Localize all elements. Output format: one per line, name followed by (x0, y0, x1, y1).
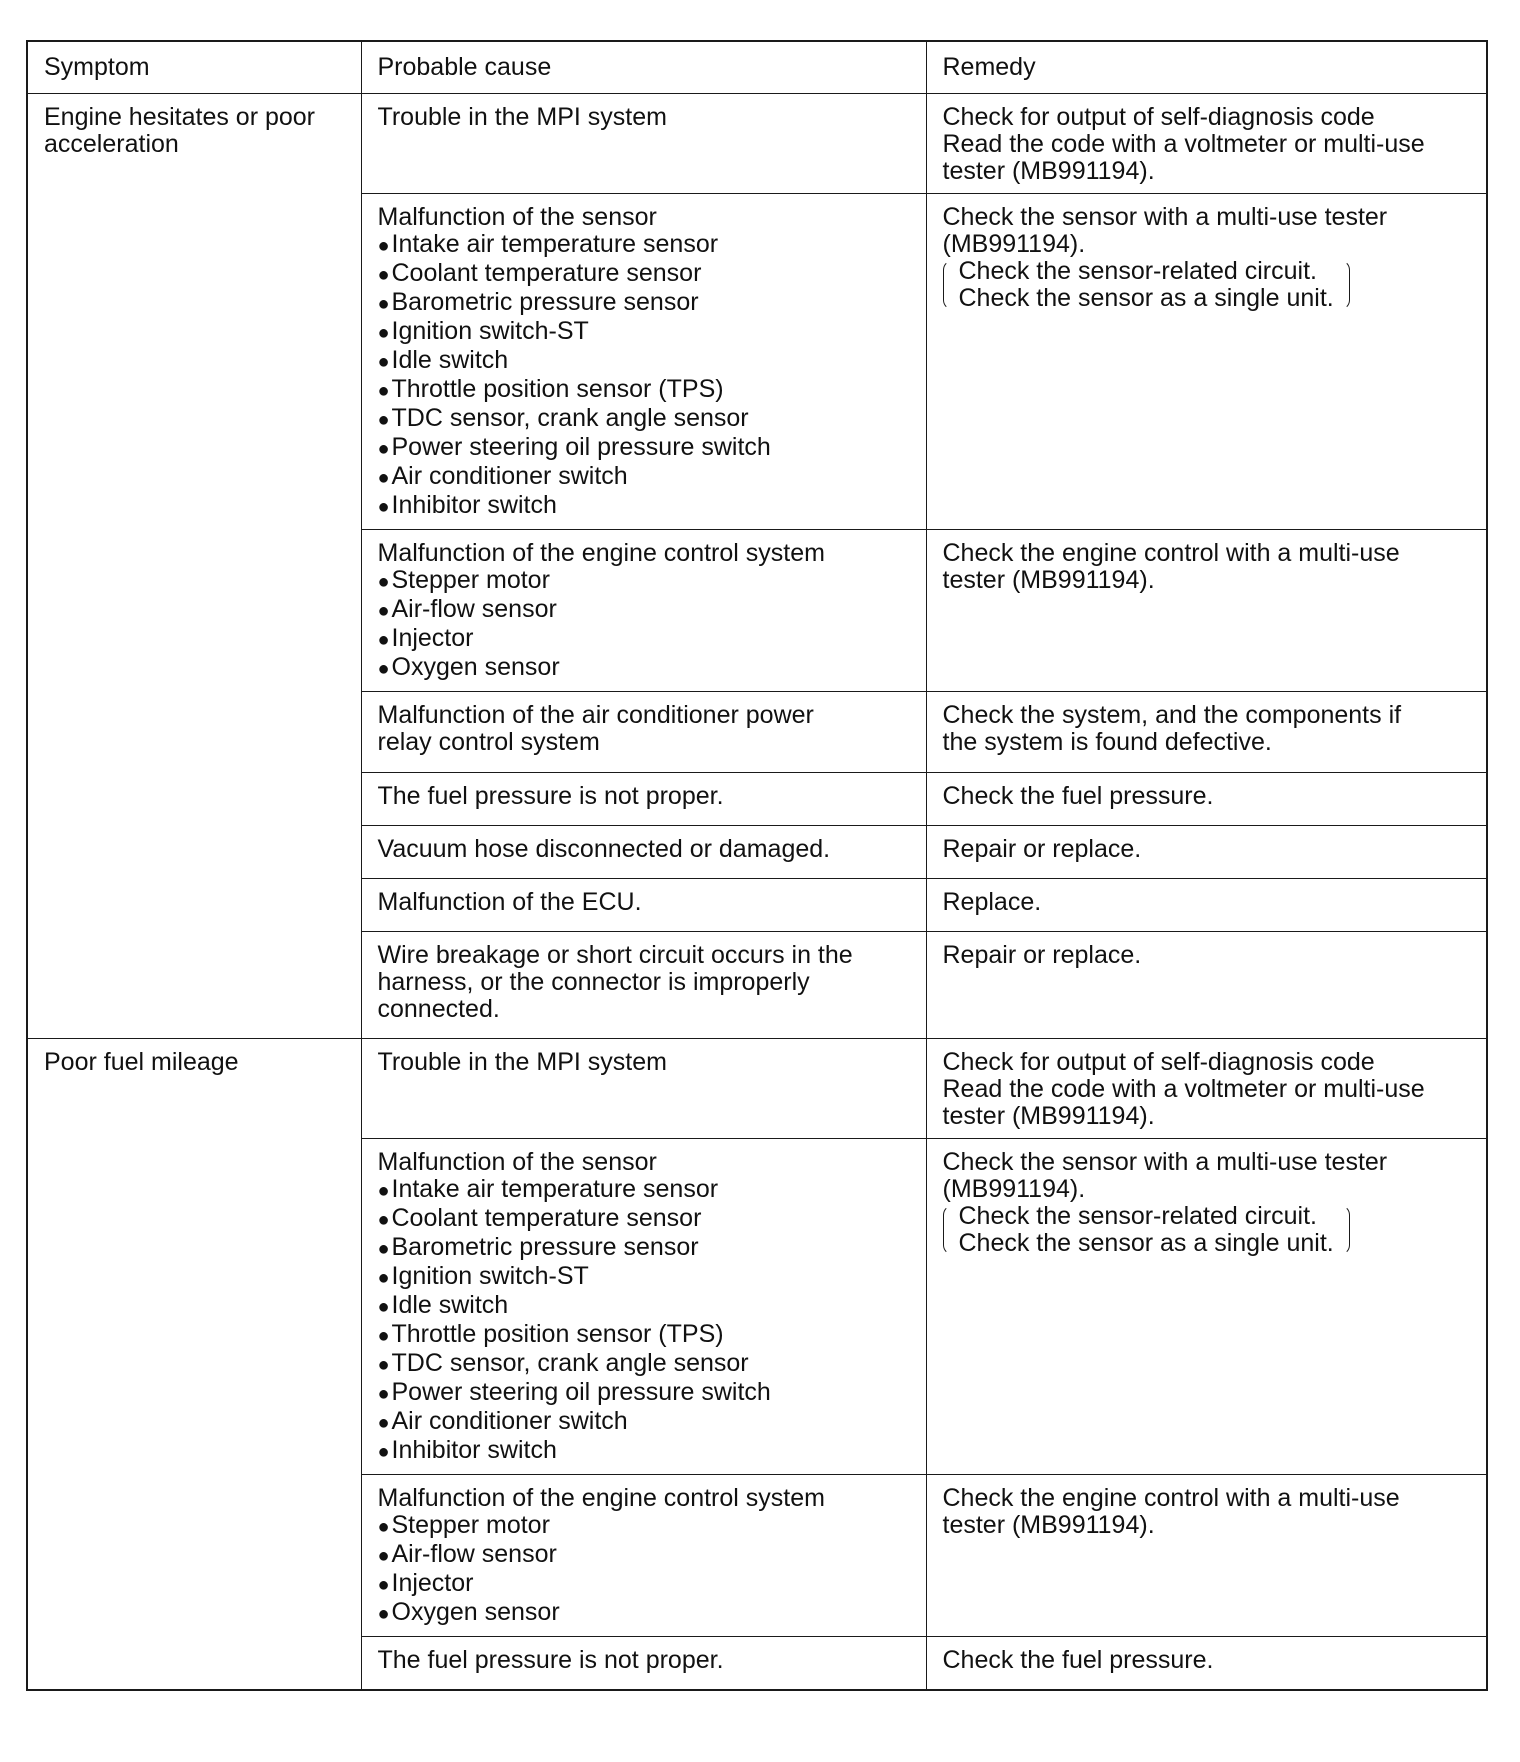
cause-bullet-item (378, 1205, 908, 1234)
remedy-text: Check the sensor with a multi-use tester (942, 203, 1388, 231)
cause-bullet-text: Idle switch (391, 1291, 509, 1319)
cause-bullet-item (378, 654, 908, 683)
bullet-icon: ● (377, 1545, 390, 1567)
remedy-text: tester (MB991194). (942, 157, 1155, 185)
remedy-paren-text: Check the sensor-related circuit. (958, 257, 1317, 285)
cause-bullet-item (378, 567, 908, 596)
cause-bullet-text: Power steering oil pressure switch (391, 1378, 771, 1406)
remedy-text: Check for output of self-diagnosis code (942, 1048, 1375, 1076)
cause-bullet-text: Stepper motor (391, 566, 550, 594)
remedy-text: Check the engine control with a multi-use (942, 1484, 1400, 1512)
cause-bullet-text: Air conditioner switch (391, 462, 628, 490)
cause-bullet-text: Inhibitor switch (391, 491, 557, 519)
remedy-text: tester (MB991194). (942, 1102, 1155, 1130)
cause-bullet-item (378, 1176, 908, 1205)
cause-text: Malfunction of the sensor (377, 1148, 657, 1176)
cause-text: Malfunction of the ECU. (377, 888, 642, 916)
bullet-icon: ● (377, 380, 390, 402)
cause-bullet-item (378, 260, 908, 289)
bullet-icon: ● (377, 1238, 390, 1260)
remedy-text: the system is found defective. (942, 728, 1272, 756)
remedy-cell (926, 826, 1487, 879)
remedy-text: (MB991194). (942, 1175, 1086, 1203)
cause-bullet-text: Coolant temperature sensor (391, 1204, 702, 1232)
symptom-cell (27, 1039, 361, 1691)
remedy-text: Read the code with a voltmeter or multi-use (942, 1075, 1425, 1103)
probable-cause-cell (361, 94, 926, 194)
remedy-cell (926, 1139, 1487, 1475)
remedy-text: Check the fuel pressure. (942, 1646, 1214, 1674)
table-row (27, 94, 1487, 194)
bullet-icon: ● (377, 1574, 390, 1596)
bullet-icon: ● (377, 409, 390, 431)
probable-cause-cell (361, 1139, 926, 1475)
cause-text: Vacuum hose disconnected or damaged. (377, 835, 831, 863)
troubleshooting-table (26, 40, 1488, 1691)
remedy-cell (926, 530, 1487, 692)
cause-bullet-item (378, 289, 908, 318)
table-body (27, 94, 1487, 1691)
cause-text: Malfunction of the sensor (377, 203, 657, 231)
probable-cause-cell (361, 194, 926, 530)
remedy-cell (926, 1475, 1487, 1637)
bullet-icon: ● (377, 629, 390, 651)
remedy-text: (MB991194). (942, 230, 1086, 258)
cause-text: Trouble in the MPI system (377, 1048, 667, 1076)
cause-bullet-item (378, 405, 908, 434)
cause-bullet-text: Idle switch (391, 346, 509, 374)
remedy-paren-text: Check the sensor-related circuit. (958, 1202, 1317, 1230)
bullet-icon: ● (377, 1603, 390, 1625)
cause-bullet-item (378, 1599, 908, 1628)
cause-bullet-item (378, 1512, 908, 1541)
cause-bullet-item (378, 1321, 908, 1350)
cause-bullet-item (378, 347, 908, 376)
header-row (27, 41, 1487, 94)
table-row (27, 1039, 1487, 1139)
cause-bullet-item (378, 231, 908, 260)
cause-bullet-item (378, 1350, 908, 1379)
cause-bullet-text: Air-flow sensor (391, 595, 557, 623)
cause-text: Wire breakage or short circuit occurs in the (377, 941, 853, 969)
cause-bullet-item (378, 1263, 908, 1292)
bullet-icon: ● (377, 1325, 390, 1347)
remedy-text: Check the system, and the components if (942, 701, 1402, 729)
remedy-text: Check the fuel pressure. (942, 782, 1214, 810)
cause-bullet-item (378, 492, 908, 521)
cause-text: connected. (377, 995, 500, 1023)
bullet-icon: ● (377, 658, 390, 680)
cause-bullet-text: Air-flow sensor (391, 1540, 557, 1568)
remedy-text: tester (MB991194). (942, 566, 1155, 594)
probable-cause-cell (361, 1039, 926, 1139)
cause-text: Malfunction of the engine control system (377, 1484, 825, 1512)
remedy-cell (926, 1039, 1487, 1139)
cause-bullet-text: Oxygen sensor (391, 653, 560, 681)
remedy-cell (926, 692, 1487, 773)
cause-text: Trouble in the MPI system (377, 103, 667, 131)
probable-cause-cell (361, 692, 926, 773)
probable-cause-cell (361, 1637, 926, 1691)
cause-bullet-text: Injector (391, 624, 474, 652)
bullet-icon: ● (377, 600, 390, 622)
cause-bullet-item (378, 1570, 908, 1599)
cause-bullet-text: Throttle position sensor (TPS) (391, 1320, 724, 1348)
probable-cause-cell (361, 530, 926, 692)
bullet-icon: ● (377, 1267, 390, 1289)
cause-bullet-text: Barometric pressure sensor (391, 288, 699, 316)
remedy-paren-text: Check the sensor as a single unit. (958, 284, 1334, 312)
remedy-cell (926, 932, 1487, 1039)
cause-bullet-item (378, 596, 908, 625)
bullet-icon: ● (377, 1354, 390, 1376)
probable-cause-cell (361, 773, 926, 826)
cause-text: relay control system (377, 728, 600, 756)
cause-bullet-text: Stepper motor (391, 1511, 550, 1539)
cause-bullet-text: Coolant temperature sensor (391, 259, 702, 287)
cause-bullet-item (378, 1437, 908, 1466)
cause-bullet-text: Ignition switch-ST (391, 1262, 589, 1290)
remedy-cell (926, 1637, 1487, 1691)
bullet-icon: ● (377, 496, 390, 518)
cause-bullet-text: TDC sensor, crank angle sensor (391, 404, 749, 432)
cause-bullet-item (378, 1408, 908, 1437)
bullet-icon: ● (377, 322, 390, 344)
probable-cause-cell (361, 932, 926, 1039)
cause-bullet-item (378, 1379, 908, 1408)
cause-bullet-text: Oxygen sensor (391, 1598, 560, 1626)
cause-bullet-text: Injector (391, 1569, 474, 1597)
bullet-icon: ● (377, 264, 390, 286)
remedy-cell (926, 94, 1487, 194)
cause-bullet-text: TDC sensor, crank angle sensor (391, 1349, 749, 1377)
cause-text: The fuel pressure is not proper. (377, 782, 724, 810)
troubleshooting-sheet (26, 40, 1486, 1691)
bullet-icon: ● (377, 293, 390, 315)
symptom-text: Engine hesitates or poor (44, 103, 316, 131)
bullet-icon: ● (377, 1516, 390, 1538)
bullet-icon: ● (377, 235, 390, 257)
cause-bullet-item (378, 1541, 908, 1570)
remedy-paren-text: Check the sensor as a single unit. (958, 1229, 1334, 1257)
remedy-text: Check the engine control with a multi-use (942, 539, 1400, 567)
cause-bullet-item (378, 1234, 908, 1263)
probable-cause-cell (361, 826, 926, 879)
cause-bullet-text: Power steering oil pressure switch (391, 433, 771, 461)
bullet-icon: ● (377, 1383, 390, 1405)
remedy-parenthetical (943, 1203, 1350, 1257)
bullet-icon: ● (377, 351, 390, 373)
remedy-cell (926, 879, 1487, 932)
bullet-icon: ● (377, 1412, 390, 1434)
symptom-cell (27, 94, 361, 1039)
remedy-text: Repair or replace. (942, 941, 1142, 969)
remedy-cell (926, 194, 1487, 530)
cause-bullet-item (378, 1292, 908, 1321)
cause-bullet-text: Barometric pressure sensor (391, 1233, 699, 1261)
bullet-icon: ● (377, 438, 390, 460)
remedy-text: Replace. (942, 888, 1042, 916)
bullet-icon: ● (377, 1296, 390, 1318)
cause-bullet-text: Intake air temperature sensor (391, 1175, 719, 1203)
probable-cause-cell (361, 879, 926, 932)
header-probable-cause: Probable cause (361, 41, 926, 94)
remedy-text: Check for output of self-diagnosis code (942, 103, 1375, 131)
remedy-text: Read the code with a voltmeter or multi-use (942, 130, 1425, 158)
cause-bullet-text: Inhibitor switch (391, 1436, 557, 1464)
cause-bullet-item (378, 376, 908, 405)
remedy-parenthetical (943, 258, 1350, 312)
cause-bullet-text: Throttle position sensor (TPS) (391, 375, 724, 403)
cause-bullet-text: Air conditioner switch (391, 1407, 628, 1435)
remedy-text: Repair or replace. (942, 835, 1142, 863)
symptom-text: Poor fuel mileage (44, 1048, 239, 1076)
remedy-text: tester (MB991194). (942, 1511, 1155, 1539)
remedy-text: Check the sensor with a multi-use tester (942, 1148, 1388, 1176)
bullet-icon: ● (377, 1180, 390, 1202)
cause-bullet-item (378, 434, 908, 463)
cause-bullet-text: Ignition switch-ST (391, 317, 589, 345)
cause-text: The fuel pressure is not proper. (377, 1646, 724, 1674)
bullet-icon: ● (377, 1209, 390, 1231)
cause-text: Malfunction of the engine control system (377, 539, 825, 567)
remedy-cell (926, 773, 1487, 826)
cause-bullet-item (378, 625, 908, 654)
probable-cause-cell (361, 1475, 926, 1637)
cause-bullet-item (378, 463, 908, 492)
symptom-text: acceleration (44, 130, 179, 158)
cause-bullet-item (378, 318, 908, 347)
bullet-icon: ● (377, 1441, 390, 1463)
header-symptom: Symptom (27, 41, 361, 94)
cause-text: harness, or the connector is improperly (377, 968, 810, 996)
cause-bullet-text: Intake air temperature sensor (391, 230, 719, 258)
bullet-icon: ● (377, 467, 390, 489)
bullet-icon: ● (377, 571, 390, 593)
cause-text: Malfunction of the air conditioner power (377, 701, 814, 729)
header-remedy: Remedy (926, 41, 1487, 94)
